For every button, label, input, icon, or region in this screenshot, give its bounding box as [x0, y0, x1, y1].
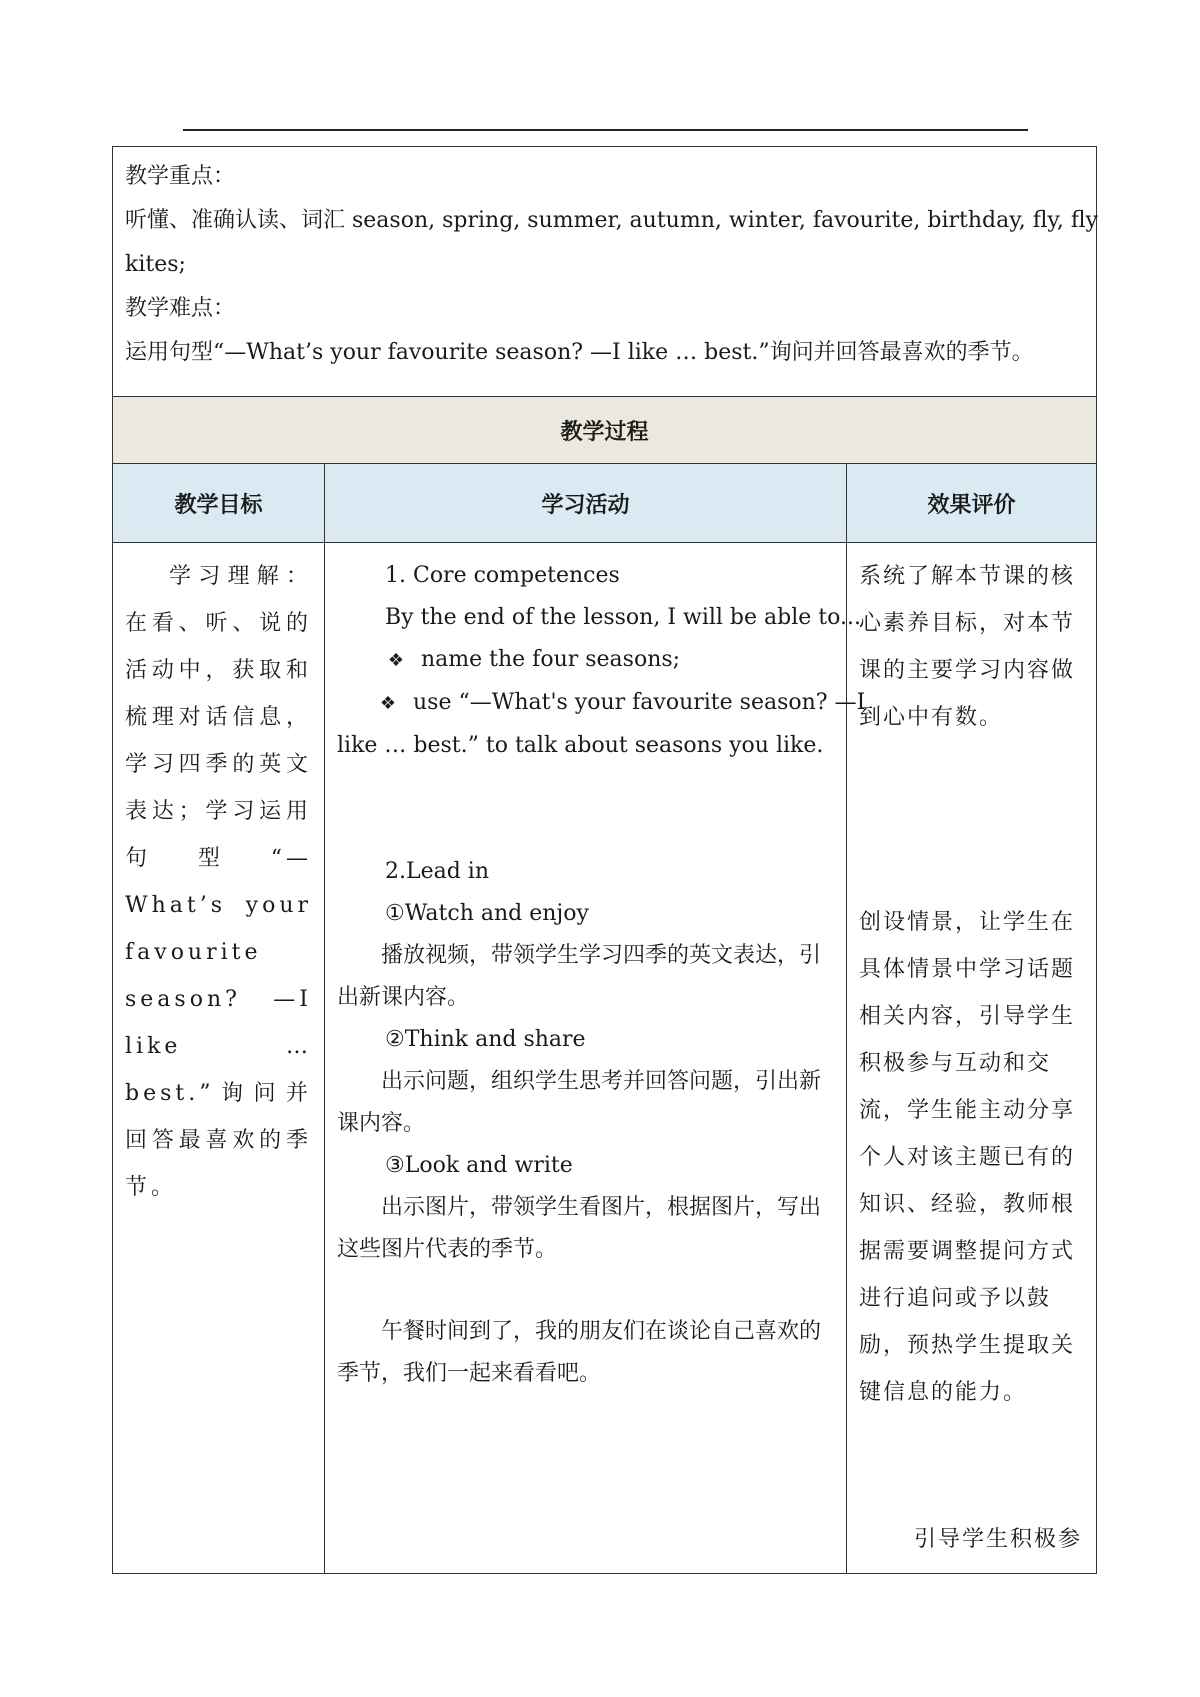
think-share-title: ②Think and share [385, 1027, 586, 1052]
bullet-text-cont: like … best.” to talk about seasons you like. [337, 733, 824, 758]
col-header-activities: 学习活动 [325, 464, 847, 543]
bullet-item [337, 639, 832, 682]
lesson-plan-table [112, 146, 1097, 1574]
diamond-bullet-icon: ❖ [379, 693, 397, 714]
key-points-text: 听懂、准确认读、词汇 season, spring, summer, autumn, winter, favourite, birthday, fly, fly [125, 208, 1098, 233]
core-competences-intro: By the end of the lesson, I will be able to... [385, 605, 861, 630]
evaluation-cell [847, 543, 1097, 1574]
watch-enjoy-desc: 播放视频，带领学生学习四季的英文表达，引出新课内容。 [337, 943, 822, 1010]
evaluation-text-1: 系统了解本节课的核心素养目标，对本节课的主要学习内容做到心中有数。 [859, 564, 1076, 730]
header-rule [183, 129, 1028, 131]
col-header-goals: 教学目标 [113, 464, 325, 543]
intro-cell [113, 147, 1097, 397]
lead-in-title: 2.Lead in [385, 859, 490, 884]
goal-text: 学习理解：在看、听、说的活动中，获取和梳理对话信息，学习四季的英文表达；学习运用句型“— What’s your favourite season? —I like … best.”询问并回答最喜欢的季节。 [125, 564, 312, 1200]
difficulties-text: 运用句型“—What’s your favourite season? —I like … best.”询问并回答最喜欢的季节。 [125, 340, 1034, 365]
look-write-desc: 出示图片，带领学生看图片，根据图片，写出这些图片代表的季节。 [337, 1195, 822, 1262]
goal-cell [113, 543, 325, 1574]
think-share-desc: 出示问题，组织学生思考并回答问题，引出新课内容。 [337, 1069, 822, 1136]
look-write-title: ③Look and write [385, 1153, 573, 1178]
core-competences-title: 1. Core competences [385, 563, 620, 588]
diamond-bullet-icon: ❖ [387, 650, 405, 671]
process-title: 教学过程 [113, 397, 1097, 464]
evaluation-text-3: 引导学生积极参 [913, 1527, 1082, 1552]
watch-enjoy-title: ①Watch and enjoy [385, 901, 589, 926]
difficulties-label: 教学难点： [125, 296, 236, 321]
bullet-text: use “—What's your favourite season? —I [413, 690, 866, 715]
key-points-label: 教学重点： [125, 164, 236, 189]
bullet-text: name the four seasons; [421, 647, 681, 672]
story-intro: 午餐时间到了，我的朋友们在谈论自己喜欢的季节，我们一起来看看吧。 [337, 1319, 822, 1386]
key-points-text-cont: kites; [125, 252, 186, 277]
evaluation-text-2: 创设情景，让学生在具体情景中学习话题相关内容，引导学生积极参与互动和交流，学生能主动分享个人对该主题已有的知识、经验，教师根据需要调整提问方式进行追问或予以鼓励，预热学生提取关键信息的能力。 [859, 910, 1076, 1405]
activity-cell [325, 543, 866, 1574]
bullet-item [337, 682, 866, 725]
col-header-evaluation: 效果评价 [847, 464, 1097, 543]
